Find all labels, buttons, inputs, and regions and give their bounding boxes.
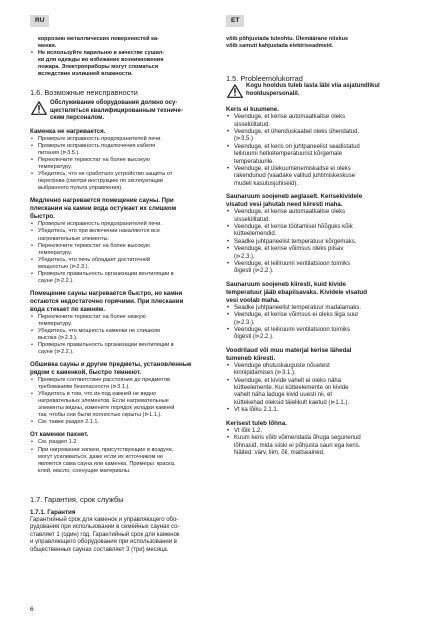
list-item: • Переключите термостат на более высокую температуру. [30, 243, 218, 257]
problem-heading: От каменки пахнет. [30, 431, 89, 439]
page-number: 6 [30, 606, 34, 613]
warning-text: Обслуживание оборудования должно осу- ществляться квалифицированным техниче- ским персоналом. [50, 100, 183, 122]
problem-heading: Kerisest tuleb lõhna. [226, 419, 287, 427]
list-item: • Проверьте правильность организации вентиляции в сауне (⊳2.2.). [30, 342, 218, 356]
problem-heading: Медленно нагревается помещение сауны. При плескании на камни вода остужает их слишком быстро. [30, 197, 177, 221]
continued-text: võib põhjustada tuleohtu. Ülemäärane niiskus võib samuti kahjustada elektriseadmeid. [226, 36, 349, 50]
list-item: • Не используйте парильню в качестве сушил- ки для одежды во избежание возникновения пожара. Электроприборы могут сломаться вследствие излишней влажности. [30, 50, 218, 78]
list-item: • Veenduge, et kerise automaatkaitse oleks sisselülitatud. [226, 209, 414, 224]
list-item: • Vt ka lõiku 2.1.1. [226, 407, 414, 414]
list-item: • Проверьте правильность организации вентиляции в сауне (⊳2.2.). [30, 271, 218, 285]
list-item: • См. также раздел 2.1.1. [30, 419, 218, 426]
problem-heading: Помещение сауны нагревается быстро, но камни остаются недостаточно горячими. При плескании вода стекает по камням. [30, 289, 184, 313]
list-item: • Проверьте исправность подключения кабеля питания (⊳3.5.). [30, 143, 218, 157]
warranty-text: Гарантийный срок для каменок и управляющего обо- рудования при использовании в семейных саунах со- ставляет 1 (один) год. Гарантийный срок для каменок и управляющего оборудования при использовании в общественных саунах составляет 3 (три) месяца. [30, 516, 180, 554]
list-item: • Убедитесь, что печь обладает достаточной мощностью (⊳2.3.). [30, 257, 218, 271]
list-item: • При нагревании запахи, присутствующие в воздухе, могут усиливаться, даже если их источником не является сама сауна или каменка. Примеры: краска, клей, масло, соенущие материалы. [30, 447, 218, 475]
problem-heading: Saunaruum soojeneb aeglaselt. Kerisekividele visatud vesi jahutab need kiiresti maha. [226, 193, 363, 209]
list-item: • Veenduge, et kerise töötamisel hõõguks kõik kütteelemendid. [226, 224, 414, 239]
continued-text: коррозию металлических поверхностей ка- менки. [38, 36, 159, 50]
list-item: • Проверьте исправность предохранителей печи. [30, 136, 218, 143]
list-item: • Vt lõik 1.2. [226, 428, 414, 435]
list-item: • Проверьте соответствие расстояния до предметов требованиям безопасности (⊳3.1.). [30, 377, 218, 391]
list-item: • Veenduge, et leiliruumi ventilatsioon toimiks õigesti (⊳2.2.). [226, 327, 414, 342]
list-item: • Veenduge, et keris on juhtpaneelist seadistatud leiliruumi hetketemperatuurist kõrgemale temperatuurile. [226, 144, 414, 166]
list-item: • Переключите термостат на более низкую температуру. [30, 314, 218, 328]
list-item: • Veenduge, et kerise võimsus oleks piisav (⊳2.3.). [226, 246, 414, 261]
list-item: • Проверьте исправность предохранителей печи. [30, 221, 218, 228]
column-et [226, 36, 414, 457]
list-item: • Убедитесь, что не сработало устройство защиты от перегрева (смотри инструкцию по эксплуатации выбранного пульта управления). [30, 171, 218, 192]
warning-triangle-icon [227, 84, 243, 98]
list-item: • Seadke juhtpaneelist temperatuur madalamaks. [226, 305, 414, 312]
problem-heading: Saunaruum soojeneb kiiresti, kuid kivide temperatuur jääb ebapiisavaks. Kividele visatud vesi voolab maha. [226, 280, 367, 304]
list-item: • Переключите термостат на более высокую температуру. [30, 157, 218, 171]
section-title-troubleshooting: 1.5. Probleemolukorrad [226, 74, 303, 84]
section-title-warranty: 1.7. Гарантия, срок службы [30, 494, 124, 504]
problem-heading: Keris ei kuumene. [226, 106, 279, 114]
warning-note [226, 83, 414, 103]
list-item: • Veenduge, et ühenduskaabel oleks ühendatud. (⊳3.5.) [226, 129, 414, 144]
section-title-troubleshooting: 1.6. Возможные неисправности [30, 88, 138, 98]
warning-note [30, 100, 218, 123]
problem-heading: Каменка не нагревается. [30, 128, 106, 136]
list-item: • Veenduge ohutuskauguste nõuetest kinnipidamises (⊳3.1.). [226, 363, 414, 378]
language-tab-et: ET [226, 15, 244, 27]
list-item: • Veenduge, et kerise automaatkaitse oleks sisselülitatud. [226, 114, 414, 129]
list-item: • См. раздел 1.2. [30, 439, 218, 446]
list-item: • Kuum keris võib võimendada õhuga segunenud lõhnasid, mida siiski ei põhjusta saun ega keris. Näited: värv, liim, õli, maitseained. [226, 435, 414, 457]
list-item: • Убедитесь, что мощность каменки не слишком высока (⊳2.3.). [30, 328, 218, 342]
warning-triangle-icon [31, 101, 47, 115]
subsection-title-warranty: 1.7.1. Гарантия [30, 508, 76, 516]
language-tab-ru: RU [30, 15, 49, 27]
list-item: • Veenduge, et kivide vahelt ei oleks näha kütteelemente. Kui kütteelemente on kivide vahelt näha laduge kivid uuesti nii, et küttekehad oleksid täielikult kaetud (⊳1.1.). [226, 378, 414, 408]
list-item: • Veenduge, et leiliruumi ventilatsioon toimiks õigesti (⊳2.2.). [226, 261, 414, 276]
list-item: • Veenduge, et kerise võimsus ei oleks liiga suur (⊳2.3.). [226, 312, 414, 327]
list-item: • Seadke juhtpaneelist temperatuur kõrgemaks. [226, 239, 414, 246]
column-ru [30, 36, 218, 555]
problem-heading: Обшивка сауны и другие предметы, установленные рядом с каменкой, быстро темнеют. [30, 361, 192, 377]
list-item: • Убедитесь в том, что из-под камней не видно нагревательных элементов. Если нагревательные элементы видны, измените порядок укладки камней так, чтобы они были полностью скрыты (⊳1.1.). [30, 391, 218, 419]
problem-heading: Voodrilaud või muu materjal kerise lähedal tumeneb kiiresti. [226, 346, 352, 362]
list-item: • Veenduge, et ülekuumenemiskaitse ei oleks rakendunud (vaadake valitud juhtimiskeskuse mudeli kasutusjuhiseid). [226, 166, 414, 188]
list-item: • Убедитесь, что при включении накаляются все нагревательные элементы. [30, 228, 218, 242]
warning-text: Kogu hooldus tuleb lasta läbi viia asjatundlikul hoolduspersonalil. [246, 83, 380, 97]
